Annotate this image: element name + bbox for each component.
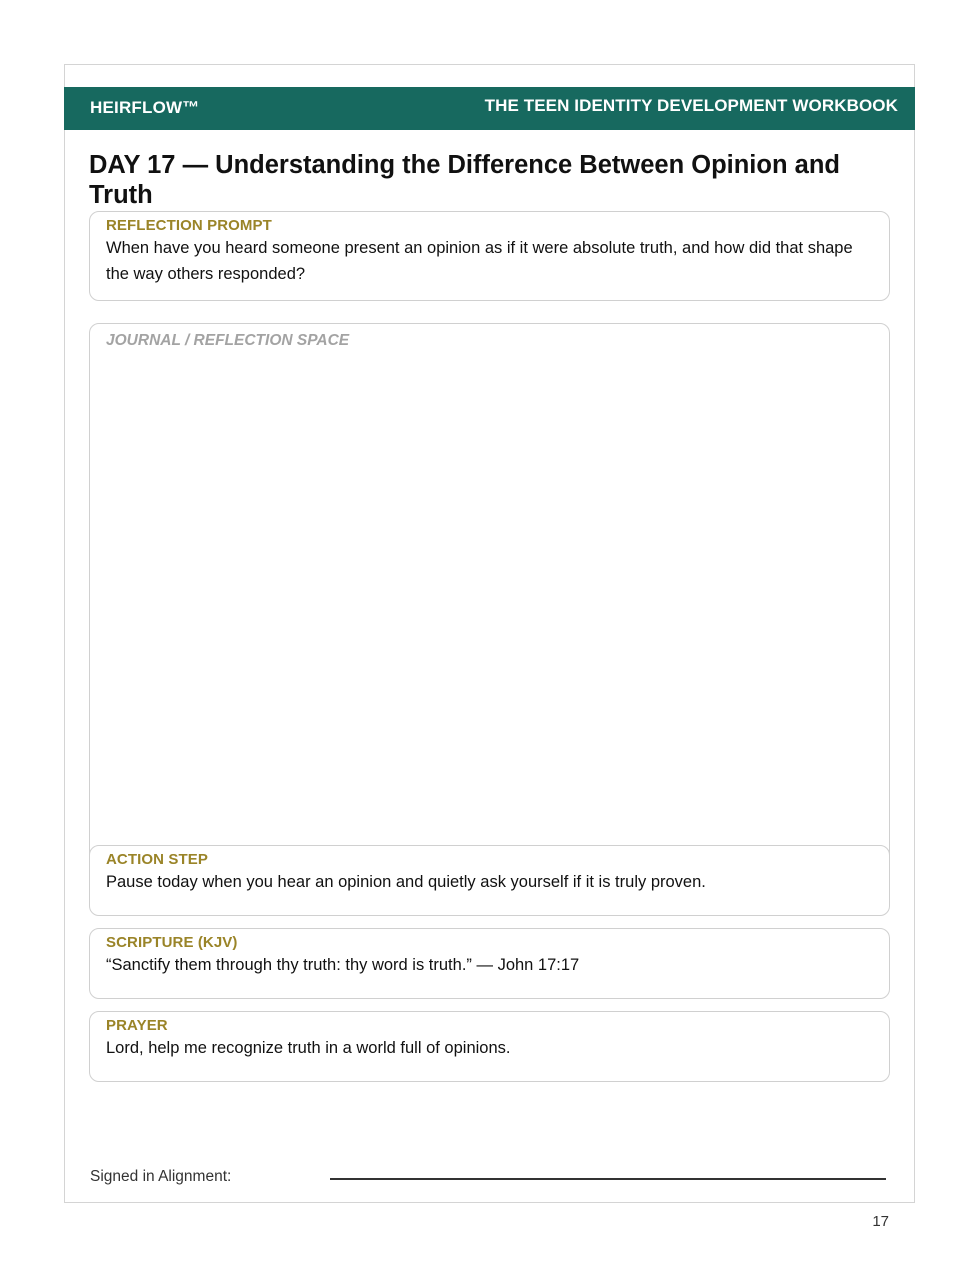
reflection-prompt-label: REFLECTION PROMPT	[106, 217, 272, 234]
brand-name: HEIRFLOW™	[90, 98, 200, 117]
reflection-prompt-text: When have you heard someone present an opinion as if it were absolute truth, and how did that shape the way others responded?	[106, 239, 853, 283]
prayer-text: Lord, help me recognize truth in a world full of opinions.	[106, 1039, 511, 1057]
scripture-label: SCRIPTURE (KJV)	[106, 934, 238, 951]
prayer-box	[89, 1011, 890, 1082]
action-step-label: ACTION STEP	[106, 851, 208, 868]
signature-line[interactable]	[330, 1178, 886, 1180]
action-step-text: Pause today when you hear an opinion and quietly ask yourself if it is truly proven.	[106, 873, 706, 891]
prayer-label: PRAYER	[106, 1017, 168, 1034]
scripture-text: “Sanctify them through thy truth: thy word is truth.” — John 17:17	[106, 956, 580, 974]
day-title: DAY 17 — Understanding the Difference Between Opinion and Truth	[89, 151, 840, 209]
signature-label: Signed in Alignment:	[90, 1168, 232, 1185]
journal-label: JOURNAL / REFLECTION SPACE	[106, 332, 350, 349]
action-step-box	[89, 845, 890, 916]
scripture-box	[89, 928, 890, 999]
page-number: 17	[872, 1213, 889, 1230]
header-bar	[64, 87, 915, 130]
journal-space[interactable]	[89, 323, 890, 869]
reflection-prompt-box	[89, 211, 890, 301]
book-title: THE TEEN IDENTITY DEVELOPMENT WORKBOOK	[484, 96, 898, 115]
